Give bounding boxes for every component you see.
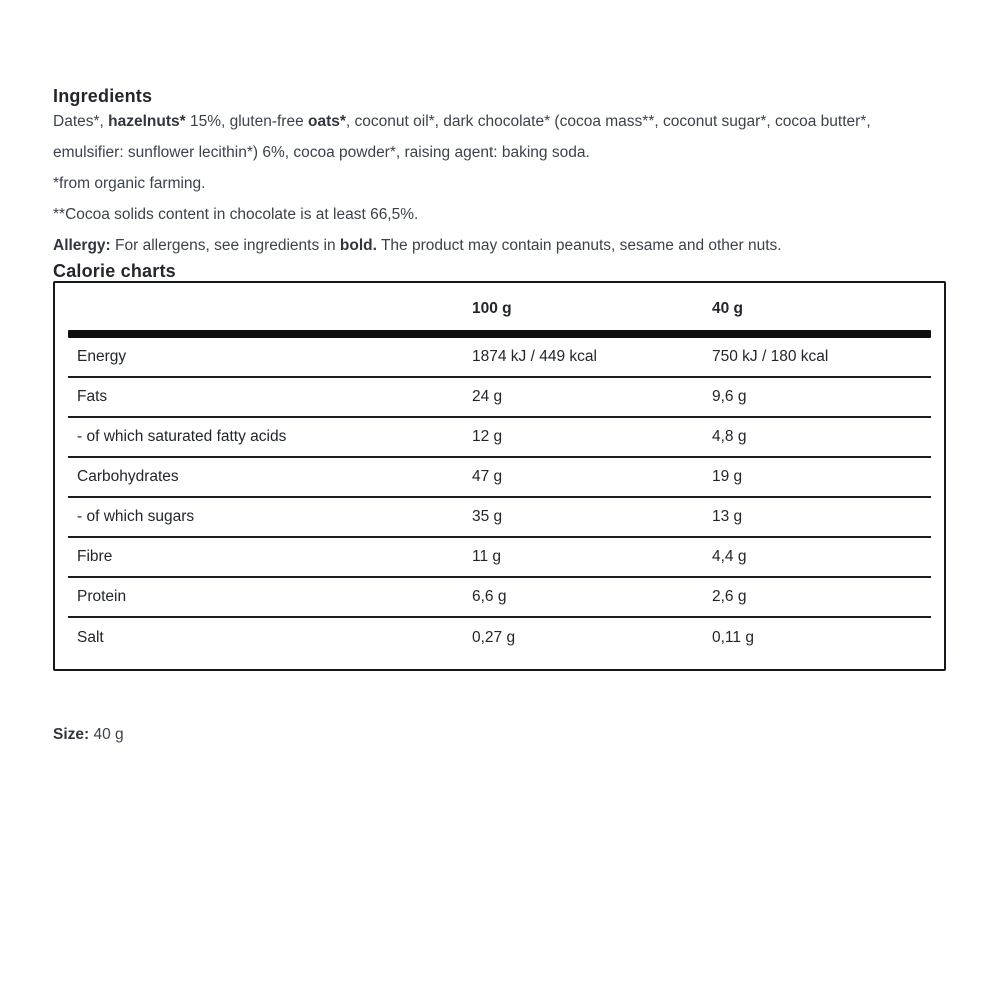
row-value-100g: 6,6 g xyxy=(472,588,507,605)
row-label: Fibre xyxy=(77,548,113,565)
row-label: - of which saturated fatty acids xyxy=(77,428,287,445)
table-row-saturated-fatty-acids xyxy=(68,418,931,458)
table-row-energy xyxy=(68,338,931,378)
row-value-100g: 0,27 g xyxy=(472,629,516,646)
row-value-40g: 750 kJ / 180 kcal xyxy=(712,348,829,365)
row-value-40g: 19 g xyxy=(712,468,743,485)
allergy-label: Allergy: xyxy=(53,237,111,254)
cocoa-solids-note: **Cocoa solids content in chocolate is at least 66,5%. xyxy=(53,206,419,223)
row-label: Fats xyxy=(77,388,108,405)
header-divider-bar xyxy=(68,330,931,338)
allergy-text-part: The product may contain peanuts, sesame and other nuts. xyxy=(376,237,782,254)
row-value-40g: 0,11 g xyxy=(712,629,754,646)
row-value-100g: 35 g xyxy=(472,508,503,525)
row-value-100g: 24 g xyxy=(472,388,503,405)
table-row-sugars xyxy=(68,498,931,538)
table-bottom-padding xyxy=(68,658,931,669)
nutrition-header-40g: 40 g xyxy=(712,299,744,317)
nutrition-header-100g: 100 g xyxy=(472,299,512,317)
size-line xyxy=(53,671,950,745)
row-value-100g: 1874 kJ / 449 kcal xyxy=(472,348,597,365)
ingredients-text-part: , coconut oil*, dark chocolate* (cocoa mass**, coconut sugar*, cocoa butter*, emulsifier: sunflower lecithin*) 6%, cocoa powder*, raising agent: baking soda. xyxy=(53,113,871,161)
ingredients-text xyxy=(53,106,938,168)
row-value-40g: 13 g xyxy=(712,508,743,525)
row-value-100g: 11 g xyxy=(472,548,502,565)
table-row-fats xyxy=(68,378,931,418)
ingredients-text-part: 15%, gluten-free xyxy=(185,113,309,130)
row-value-40g: 2,6 g xyxy=(712,588,747,605)
calorie-charts-heading: Calorie charts xyxy=(53,261,176,281)
table-row-salt xyxy=(68,618,931,658)
row-value-40g: 9,6 g xyxy=(712,388,747,405)
row-value-40g: 4,8 g xyxy=(712,428,747,445)
table-row-carbohydrates xyxy=(68,458,931,498)
size-value: 40 g xyxy=(89,726,124,743)
row-value-40g: 4,4 g xyxy=(712,548,747,565)
nutrition-header-row xyxy=(68,283,931,330)
ingredients-heading: Ingredients xyxy=(53,86,153,106)
nutrition-table-body xyxy=(68,283,931,669)
row-label: - of which sugars xyxy=(77,508,195,525)
ingredients-bold-hazelnuts: hazelnuts* xyxy=(108,113,186,130)
ingredients-bold-oats: oats* xyxy=(308,113,346,130)
ingredients-text-part: Dates*, xyxy=(53,113,109,130)
allergy-bold-word: bold. xyxy=(339,237,377,254)
table-row-fibre xyxy=(68,538,931,578)
row-value-100g: 12 g xyxy=(472,428,503,445)
row-label: Energy xyxy=(77,348,127,365)
size-label: Size: xyxy=(53,726,90,743)
allergy-text-part: For allergens, see ingredients in xyxy=(110,237,340,254)
row-label: Protein xyxy=(77,588,127,605)
nutrition-table xyxy=(53,281,946,671)
allergy-note xyxy=(53,230,938,261)
table-row-protein xyxy=(68,578,931,618)
row-value-100g: 47 g xyxy=(472,468,503,485)
organic-farming-note: *from organic farming. xyxy=(53,175,206,192)
row-label: Carbohydrates xyxy=(77,468,179,485)
row-label: Salt xyxy=(77,629,104,646)
